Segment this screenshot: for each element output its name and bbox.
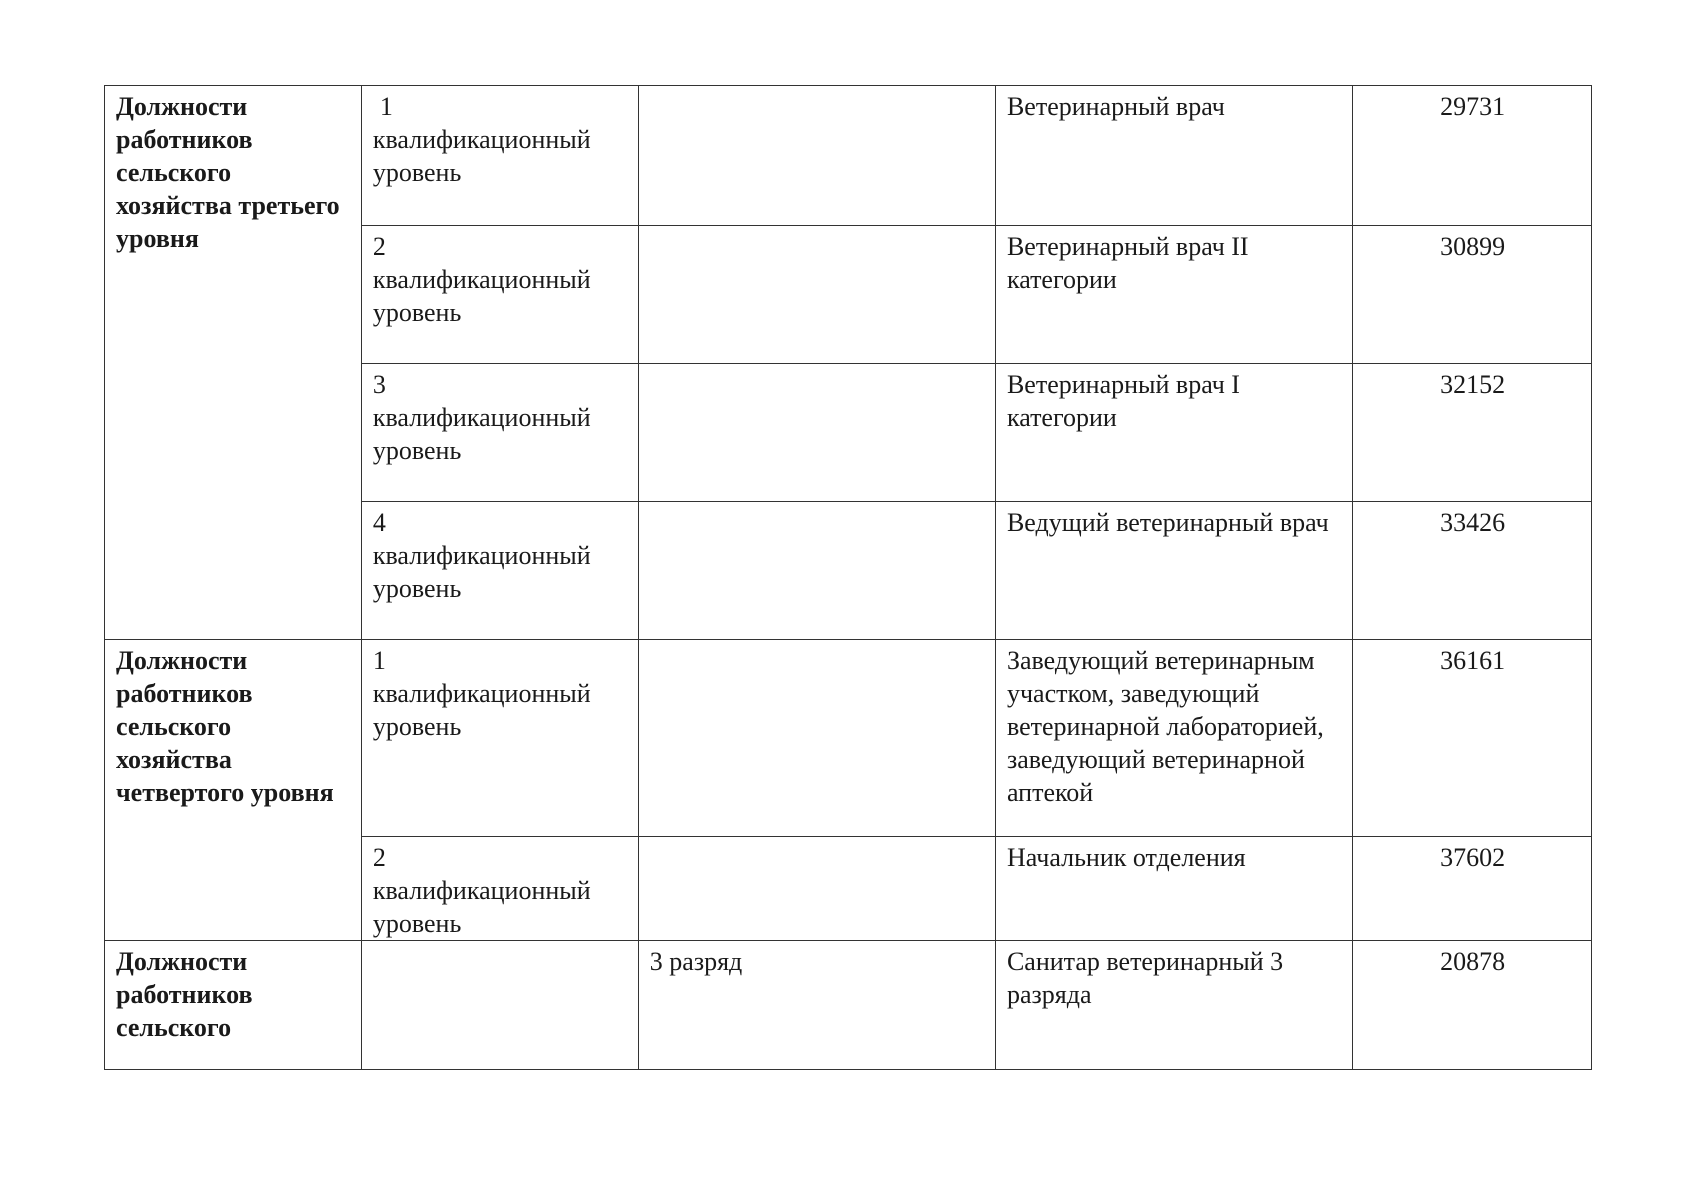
qualification-level-cell	[361, 640, 638, 837]
position-cell: Ветеринарный врач II категории	[995, 226, 1352, 364]
group-title-cell: Должности работников сельского хозяйства третьего уровня	[105, 86, 362, 640]
level-text: квалификационный уровень	[372, 403, 591, 465]
category-cell	[638, 364, 995, 502]
qualification-level-cell	[361, 941, 638, 1070]
level-text: квалификационный уровень	[372, 125, 591, 187]
position-cell: Ветеринарный врач I категории	[995, 364, 1352, 502]
level-text: квалификационный уровень	[372, 541, 591, 603]
salary-cell: 30899	[1353, 226, 1592, 364]
level-number: 3	[372, 370, 386, 399]
category-cell	[638, 502, 995, 640]
category-cell	[638, 640, 995, 837]
group-title-cell: Должности работников сельского хозяйства четвертого уровня	[105, 640, 362, 941]
level-text: квалификационный уровень	[372, 876, 591, 938]
level-number: 2	[372, 232, 386, 261]
category-cell	[638, 86, 995, 226]
qualification-level-cell	[361, 86, 638, 226]
salary-cell: 37602	[1353, 837, 1592, 941]
position-cell: Начальник отделения	[995, 837, 1352, 941]
level-text: квалификационный уровень	[372, 679, 591, 741]
table-row	[105, 941, 1592, 1070]
salary-cell: 32152	[1353, 364, 1592, 502]
qualification-level-cell	[361, 837, 638, 941]
group-title-cell: Должности работников сельского	[105, 941, 362, 1070]
qualification-level-cell	[361, 226, 638, 364]
category-cell	[638, 837, 995, 941]
level-number: 1	[379, 92, 393, 121]
salary-cell: 29731	[1353, 86, 1592, 226]
position-cell: Санитар ветеринарный 3 разряда	[995, 941, 1352, 1070]
level-number: 1	[372, 646, 386, 675]
level-number: 2	[372, 843, 386, 872]
position-cell: Ведущий ветеринарный врач	[995, 502, 1352, 640]
position-cell: Ветеринарный врач	[995, 86, 1352, 226]
category-cell	[638, 226, 995, 364]
salary-cell: 20878	[1353, 941, 1592, 1070]
category-cell: 3 разряд	[638, 941, 995, 1070]
table-row	[105, 86, 1592, 226]
salary-table	[104, 85, 1592, 1070]
qualification-level-cell	[361, 502, 638, 640]
salary-cell: 36161	[1353, 640, 1592, 837]
position-cell: Заведующий ветеринарным участком, заведующий ветеринарной лабораторией, заведующий ветеринарной аптекой	[995, 640, 1352, 837]
qualification-level-cell	[361, 364, 638, 502]
table-row	[105, 640, 1592, 837]
level-text: квалификационный уровень	[372, 265, 591, 327]
level-number: 4	[372, 508, 386, 537]
salary-cell: 33426	[1353, 502, 1592, 640]
